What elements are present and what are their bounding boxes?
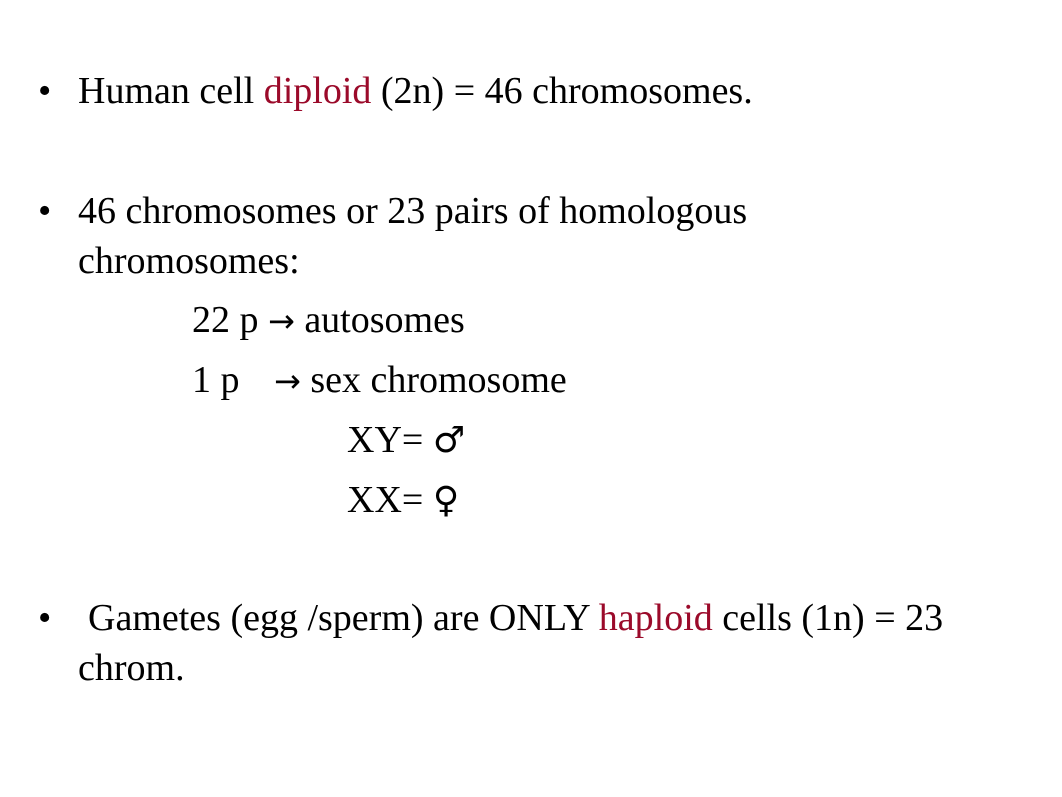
autosomes-label: autosomes — [304, 299, 465, 341]
bullet-marker: • — [38, 597, 52, 639]
right-arrow-icon: → — [268, 302, 295, 340]
female-symbol-icon: ♀ — [432, 480, 460, 521]
bullet-diploid-text — [78, 66, 753, 116]
male-code: XY= — [347, 419, 424, 461]
haploid-term: haploid — [598, 597, 713, 639]
homologous-line-2: chromosomes: — [78, 240, 300, 282]
sex-chromosome-count: 1 p — [192, 359, 240, 401]
sex-chromosome-arrow-line — [274, 355, 567, 406]
gametes-pre: Gametes (egg /sperm) are ONLY — [88, 597, 599, 639]
sex-chromosome-label: sex chromosome — [310, 359, 567, 401]
autosomes-count: 22 p — [192, 299, 259, 341]
bullet-marker: • — [38, 70, 52, 112]
diploid-post: (2n) = 46 chromosomes. — [371, 70, 753, 112]
homologous-line-1: 46 chromosomes or 23 pairs of homologous — [78, 190, 748, 232]
gametes-post: cells (1n) = 23 — [712, 597, 944, 639]
gametes-line-1 — [88, 593, 943, 643]
female-line — [347, 475, 459, 526]
bullet-marker: • — [38, 190, 52, 232]
male-symbol-icon: ♂ — [432, 420, 466, 461]
gametes-line-2: chrom. — [78, 647, 185, 689]
male-line — [347, 415, 465, 466]
autosomes-line — [192, 295, 465, 346]
diploid-term: diploid — [263, 70, 372, 112]
sex-chromosome-line — [192, 355, 240, 405]
diploid-pre: Human cell — [78, 70, 264, 112]
female-code: XX= — [347, 479, 424, 521]
right-arrow-icon: → — [274, 362, 301, 400]
